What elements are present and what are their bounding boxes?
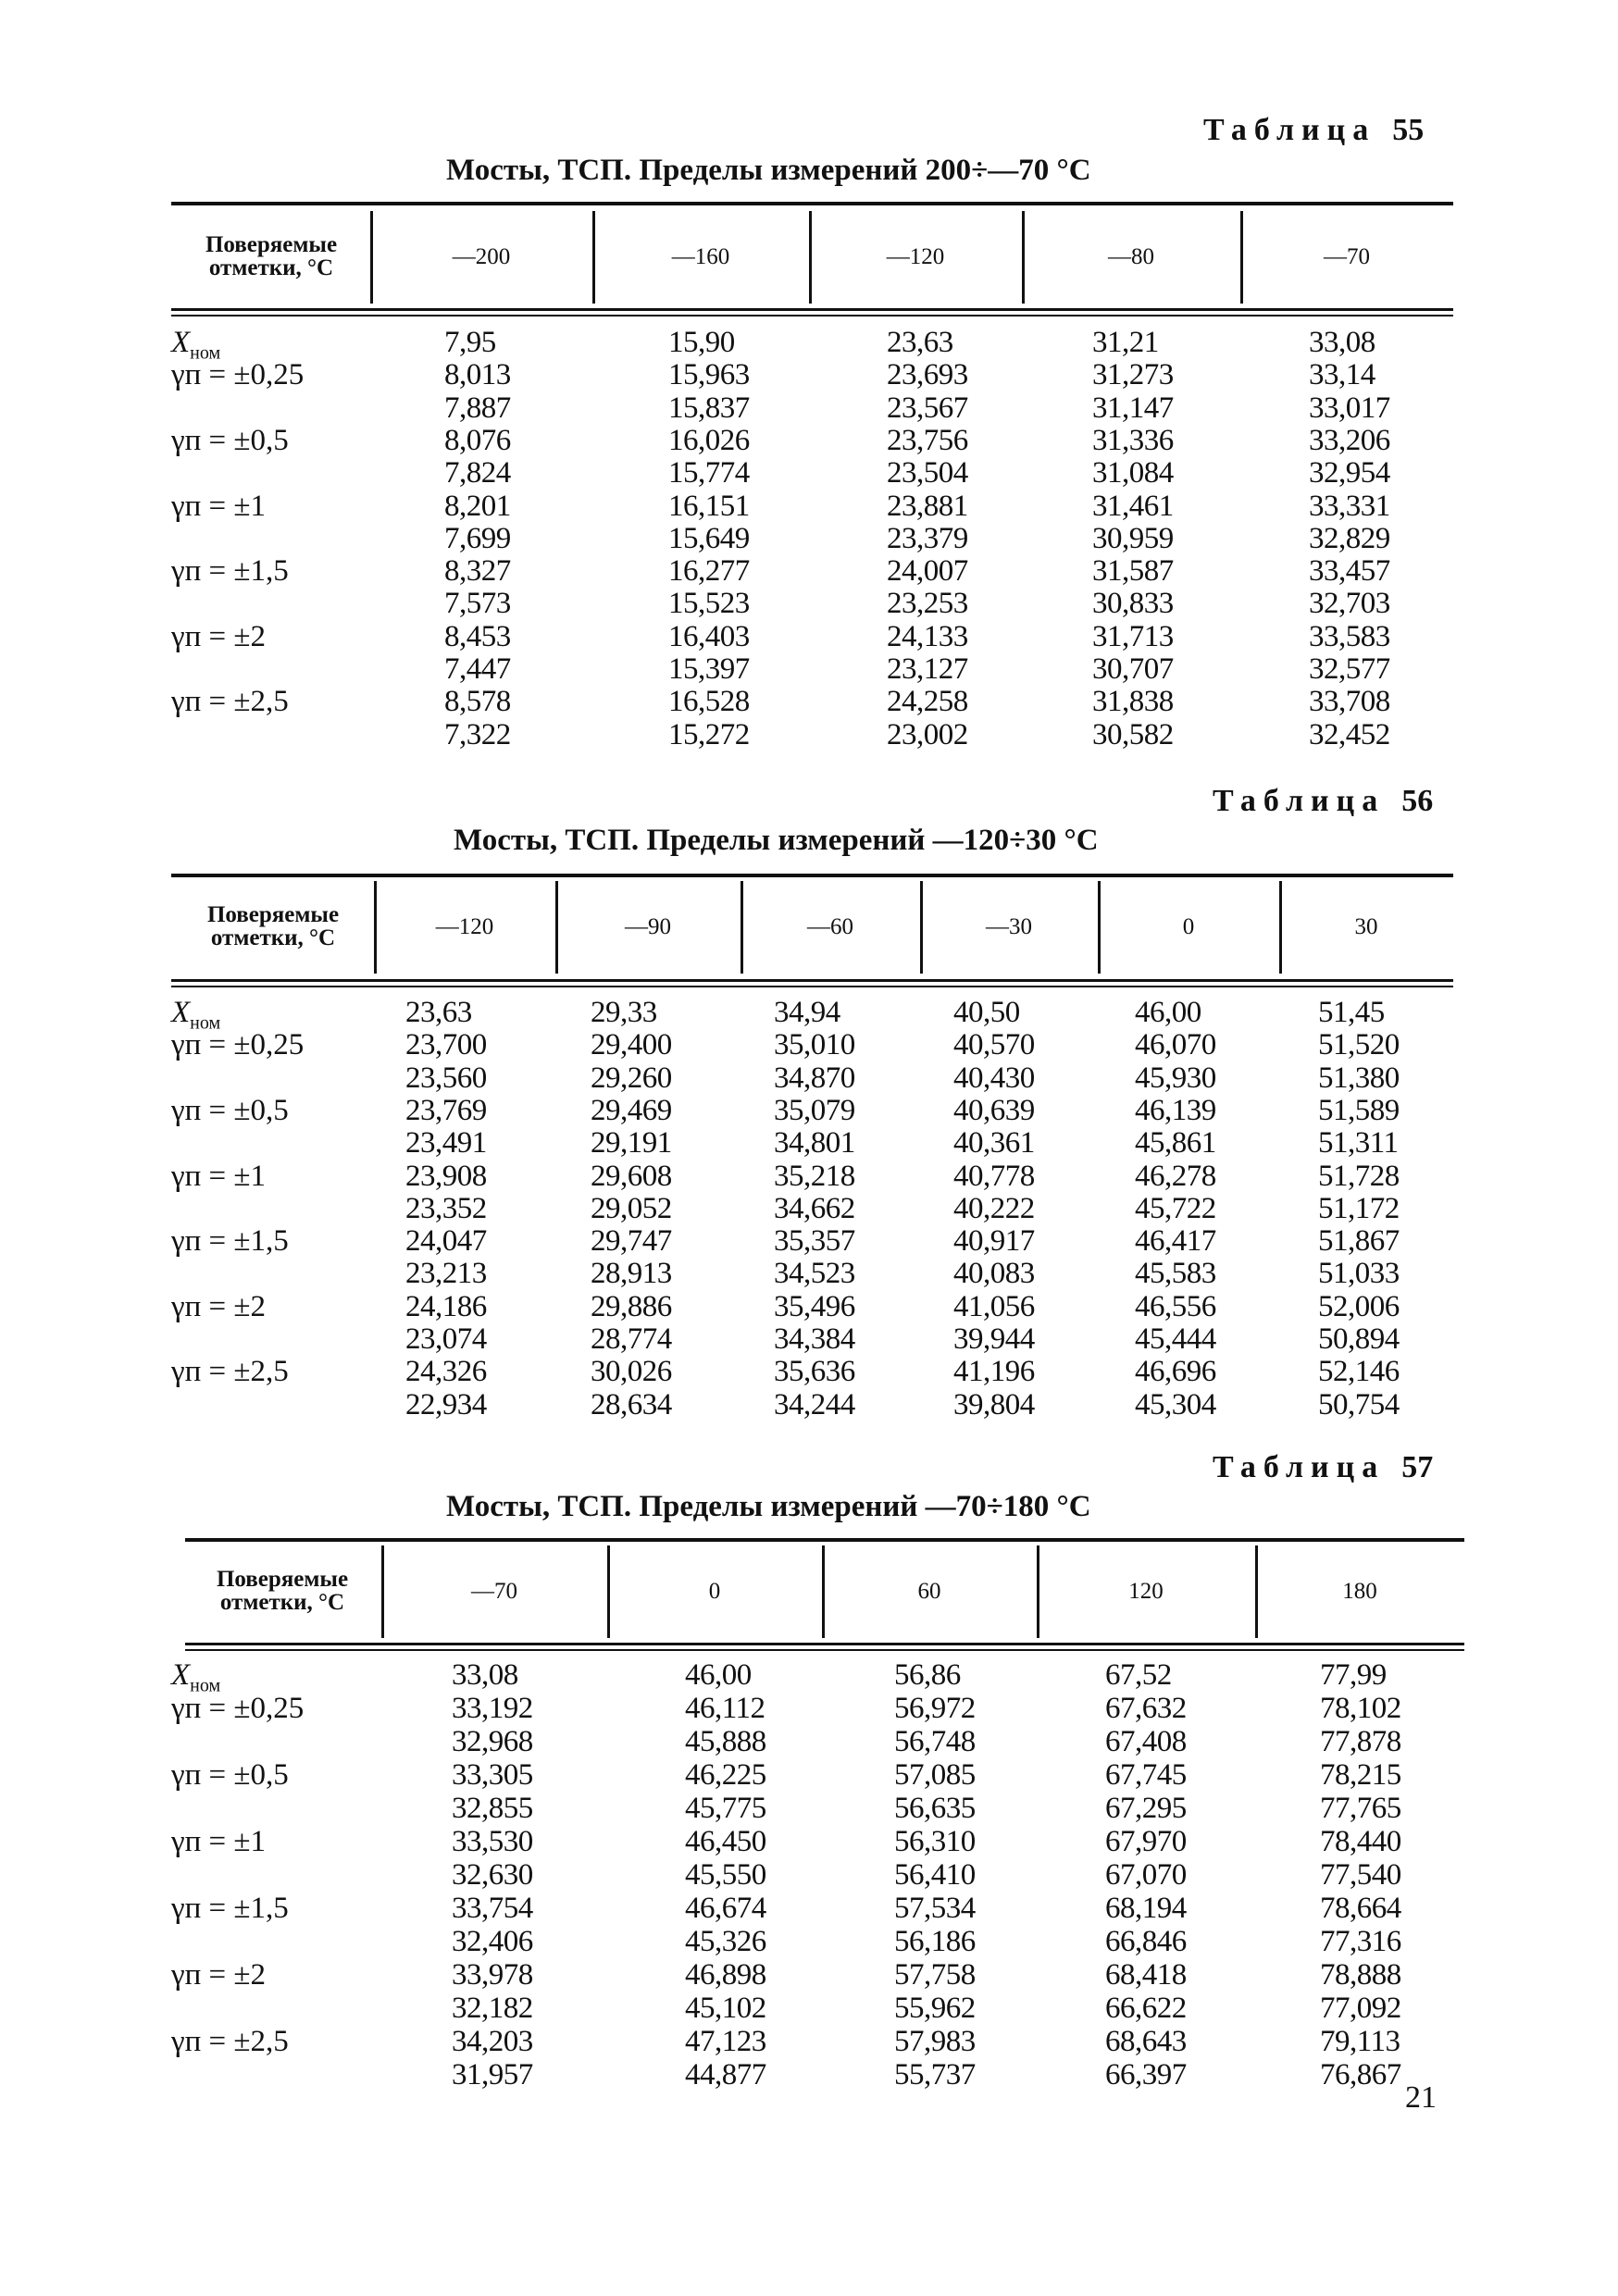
table-cell: 29,747	[591, 1224, 672, 1259]
table-cell: 8,327	[444, 554, 511, 589]
table-cell: 51,867	[1318, 1224, 1400, 1259]
table-cell: 23,253	[887, 587, 968, 621]
table-cell: 34,801	[774, 1126, 855, 1160]
table-cell: 46,112	[685, 1692, 765, 1725]
table-cell: 22,934	[405, 1387, 487, 1421]
table-cell: 33,583	[1309, 619, 1390, 653]
table-cell: 7,824	[444, 456, 511, 490]
table-title: Мосты, ТСП. Пределы измерений —70÷180 °С	[446, 1490, 1091, 1523]
table-cell: 67,632	[1105, 1692, 1187, 1725]
table-cell: 29,33	[591, 996, 657, 1029]
table-cell: 33,305	[452, 1758, 533, 1792]
table-cell: 40,778	[953, 1159, 1035, 1193]
row-label: γп = ±1	[171, 1825, 266, 1858]
table-cell: 32,182	[452, 1992, 533, 2025]
row-label: γп = ±1,5	[171, 1892, 289, 1925]
table-cell: 31,957	[452, 2058, 533, 2091]
table-cell: 30,026	[591, 1355, 672, 1389]
table-cell: 7,699	[444, 521, 511, 555]
table-cell: 15,397	[668, 652, 750, 686]
table-cell: 29,608	[591, 1159, 672, 1193]
table-cell: 23,560	[405, 1061, 487, 1095]
table-cell: 68,194	[1105, 1892, 1187, 1925]
row-label-symbol: X	[171, 1658, 191, 1692]
table-cell: 45,583	[1135, 1257, 1216, 1291]
table-cell: 32,577	[1309, 652, 1390, 686]
table-cell: 40,639	[953, 1093, 1035, 1127]
table-cell: 15,523	[668, 587, 750, 621]
table-cell: 33,978	[452, 1958, 533, 1992]
table-cell: 46,139	[1135, 1093, 1216, 1127]
table-cell: 67,408	[1105, 1725, 1187, 1758]
table-cell: 77,092	[1320, 1992, 1401, 2025]
table-cell: 35,357	[774, 1224, 855, 1259]
table-cell: 52,006	[1318, 1289, 1400, 1323]
table-cell: 76,867	[1320, 2058, 1401, 2091]
table-cell: 52,146	[1318, 1355, 1400, 1389]
table-cell: 46,00	[1135, 996, 1201, 1029]
table-cell: 24,133	[887, 619, 968, 653]
table-cell: 46,556	[1135, 1289, 1216, 1323]
table-cell: 78,664	[1320, 1892, 1401, 1925]
table-cell: 16,151	[668, 489, 750, 523]
table-cell: 33,14	[1309, 358, 1375, 392]
header-bottom-rule	[171, 979, 1453, 982]
table-cell: 34,94	[774, 996, 840, 1029]
row-label: γп = ±2	[171, 619, 266, 653]
table-cell: 32,829	[1309, 521, 1390, 555]
table-cell: 16,403	[668, 619, 750, 653]
table-cell: 30,959	[1092, 521, 1174, 555]
table-cell: 15,837	[668, 391, 750, 425]
table-cell: 23,379	[887, 521, 968, 555]
table-cell: 45,550	[685, 1858, 766, 1892]
table-cell: 46,696	[1135, 1355, 1216, 1389]
table-cell: 56,972	[894, 1692, 976, 1725]
table-cell: 7,887	[444, 391, 511, 425]
table-cell: 67,070	[1105, 1858, 1187, 1892]
table-top-rule	[171, 202, 1453, 205]
table-cell: 39,944	[953, 1322, 1035, 1356]
header-bottom-rule	[171, 315, 1453, 316]
row-label: γп = ±0,25	[171, 1692, 305, 1725]
column-header: —120	[886, 244, 945, 269]
page-number: 21	[1405, 2080, 1437, 2115]
table-cell: 67,970	[1105, 1825, 1187, 1858]
row-label: γп = ±2,5	[171, 685, 289, 719]
table-top-rule	[171, 874, 1453, 877]
table-cell: 46,450	[685, 1825, 766, 1858]
table-cell: 29,191	[591, 1126, 672, 1160]
table-cell: 51,380	[1318, 1061, 1400, 1095]
row-label: γп = ±2	[171, 1958, 266, 1992]
table-cell: 35,496	[774, 1289, 855, 1323]
table-cell: 51,172	[1318, 1191, 1400, 1225]
table-cell: 23,756	[887, 423, 968, 457]
table-cell: 15,90	[668, 326, 735, 359]
table-cell: 41,196	[953, 1355, 1035, 1389]
column-header: 0	[1182, 914, 1195, 939]
table-cell: 77,316	[1320, 1925, 1401, 1958]
table-cell: 31,336	[1092, 423, 1174, 457]
table-cell: 16,528	[668, 685, 750, 719]
table-cell: 56,186	[894, 1925, 976, 1958]
table-cell: 46,225	[685, 1758, 766, 1792]
table-cell: 15,649	[668, 521, 750, 555]
table-cell: 16,026	[668, 423, 750, 457]
table-cell: 23,504	[887, 456, 968, 490]
table-cell: 33,206	[1309, 423, 1390, 457]
table-cell: 45,326	[685, 1925, 766, 1958]
table-cell: 7,322	[444, 717, 511, 751]
table-number	[1203, 113, 1424, 148]
column-header: —30	[986, 914, 1032, 939]
table-cell: 29,260	[591, 1061, 672, 1095]
row-label: γп = ±1	[171, 489, 266, 523]
table-cell: 23,491	[405, 1126, 487, 1160]
table-cell: 31,713	[1092, 619, 1174, 653]
table-cell: 78,102	[1320, 1692, 1401, 1725]
table-cell: 33,457	[1309, 554, 1390, 589]
table-cell: 45,722	[1135, 1191, 1216, 1225]
table-cell: 29,052	[591, 1191, 672, 1225]
table-cell: 45,444	[1135, 1322, 1216, 1356]
table-cell: 45,102	[685, 1992, 766, 2025]
row-label: γп = ±1,5	[171, 1224, 289, 1259]
row-label-symbol: X	[171, 326, 191, 359]
table-cell: 33,08	[452, 1658, 518, 1692]
table-cell: 31,587	[1092, 554, 1174, 589]
table-cell: 15,774	[668, 456, 750, 490]
table-cell: 24,186	[405, 1289, 487, 1323]
table-cell: 23,908	[405, 1159, 487, 1193]
table-cell: 40,430	[953, 1061, 1035, 1095]
table-cell: 35,079	[774, 1093, 855, 1127]
table-cell: 23,693	[887, 358, 968, 392]
table-number-label: Таблица	[1213, 1450, 1386, 1484]
table-cell: 32,406	[452, 1925, 533, 1958]
table-cell: 31,147	[1092, 391, 1174, 425]
table-cell: 31,21	[1092, 326, 1159, 359]
table-cell: 40,50	[953, 996, 1020, 1029]
table-cell: 30,582	[1092, 717, 1174, 751]
table-cell: 55,737	[894, 2058, 976, 2091]
header-label-line: отметки, °С	[210, 925, 336, 950]
table-cell: 57,534	[894, 1892, 976, 1925]
table-cell: 51,520	[1318, 1028, 1400, 1062]
header-label	[178, 903, 368, 949]
header-label-line: Поверяемые	[216, 1567, 349, 1592]
column-header: —90	[625, 914, 671, 939]
table-cell: 23,881	[887, 489, 968, 523]
table-cell: 40,083	[953, 1257, 1035, 1291]
table-cell: 34,244	[774, 1387, 855, 1421]
table-cell: 34,523	[774, 1257, 855, 1291]
table-cell: 68,418	[1105, 1958, 1187, 1992]
table-cell: 45,304	[1135, 1387, 1216, 1421]
row-label: γп = ±0,5	[171, 1093, 289, 1127]
table-cell: 7,447	[444, 652, 511, 686]
table-cell: 33,754	[452, 1892, 533, 1925]
table-number-value: 57	[1401, 1450, 1434, 1484]
table-cell: 40,361	[953, 1126, 1035, 1160]
table-cell: 31,461	[1092, 489, 1174, 523]
row-label-subscript: ном	[190, 342, 221, 364]
column-header: 180	[1342, 1579, 1377, 1604]
table-cell: 46,417	[1135, 1224, 1216, 1259]
table-cell: 78,440	[1320, 1825, 1401, 1858]
table-number-label: Таблица	[1213, 784, 1386, 818]
header-label-line: отметки, °С	[208, 255, 334, 280]
table-cell: 23,63	[887, 326, 953, 359]
table-cell: 66,622	[1105, 1992, 1187, 2025]
table-cell: 56,86	[894, 1658, 961, 1692]
table-cell: 32,855	[452, 1792, 533, 1825]
table-cell: 8,201	[444, 489, 511, 523]
table-cell: 23,700	[405, 1028, 487, 1062]
header-bottom-rule	[185, 1643, 1464, 1645]
table-cell: 23,002	[887, 717, 968, 751]
table-cell: 40,222	[953, 1191, 1035, 1225]
table-cell: 68,643	[1105, 2025, 1187, 2058]
row-label: γп = ±2,5	[171, 1355, 289, 1389]
table-cell: 23,567	[887, 391, 968, 425]
row-label-symbol: X	[171, 996, 191, 1029]
row-label: γп = ±2	[171, 1289, 266, 1323]
table-cell: 77,878	[1320, 1725, 1401, 1758]
table-cell: 66,397	[1105, 2058, 1187, 2091]
column-header: —70	[1324, 244, 1370, 269]
table-number-value: 55	[1392, 113, 1425, 147]
column-header: —120	[435, 914, 494, 939]
table-cell: 35,010	[774, 1028, 855, 1062]
table-cell: 45,930	[1135, 1061, 1216, 1095]
table-cell: 46,070	[1135, 1028, 1216, 1062]
row-label: γп = ±1	[171, 1159, 266, 1193]
table-cell: 30,833	[1092, 587, 1174, 621]
table-cell: 8,076	[444, 423, 511, 457]
table-cell: 35,636	[774, 1355, 855, 1389]
table-cell: 56,748	[894, 1725, 976, 1758]
column-header: —70	[471, 1579, 517, 1604]
table-cell: 16,277	[668, 554, 750, 589]
column-header: —60	[807, 914, 853, 939]
table-cell: 50,894	[1318, 1322, 1400, 1356]
table-title: Мосты, ТСП. Пределы измерений 200÷—70 °С	[446, 154, 1091, 187]
table-cell: 24,258	[887, 685, 968, 719]
table-cell: 67,745	[1105, 1758, 1187, 1792]
table-cell: 51,45	[1318, 996, 1385, 1029]
table-cell: 67,295	[1105, 1792, 1187, 1825]
table-number	[1213, 1450, 1433, 1485]
table-cell: 15,272	[668, 717, 750, 751]
table-cell: 23,63	[405, 996, 472, 1029]
header-bottom-rule	[185, 1649, 1464, 1651]
table-cell: 29,400	[591, 1028, 672, 1062]
row-label: γп = ±2,5	[171, 2025, 289, 2058]
table-cell: 66,846	[1105, 1925, 1187, 1958]
table-cell: 32,703	[1309, 587, 1390, 621]
table-cell: 31,273	[1092, 358, 1174, 392]
row-label: γп = ±0,25	[171, 358, 305, 392]
table-cell: 41,056	[953, 1289, 1035, 1323]
table-cell: 45,888	[685, 1725, 766, 1758]
table-cell: 77,99	[1320, 1658, 1387, 1692]
table-cell: 23,127	[887, 652, 968, 686]
table-cell: 15,963	[668, 358, 750, 392]
table-cell: 45,775	[685, 1792, 766, 1825]
table-cell: 23,213	[405, 1257, 487, 1291]
row-label: γп = ±0,25	[171, 1028, 305, 1062]
column-header: 0	[708, 1579, 721, 1604]
table-cell: 8,013	[444, 358, 511, 392]
table-cell: 33,08	[1309, 326, 1375, 359]
table-cell: 24,007	[887, 554, 968, 589]
table-cell: 47,123	[685, 2025, 766, 2058]
row-label: γп = ±0,5	[171, 1758, 289, 1792]
column-header: —80	[1108, 244, 1154, 269]
table-cell: 46,278	[1135, 1159, 1216, 1193]
column-header: 30	[1354, 914, 1378, 939]
row-label: γп = ±1,5	[171, 554, 289, 589]
table-cell: 23,352	[405, 1191, 487, 1225]
table-cell: 55,962	[894, 1992, 976, 2025]
table-cell: 32,630	[452, 1858, 533, 1892]
table-cell: 31,084	[1092, 456, 1174, 490]
table-cell: 39,804	[953, 1387, 1035, 1421]
table-cell: 40,917	[953, 1224, 1035, 1259]
table-cell: 46,898	[685, 1958, 766, 1992]
table-cell: 33,192	[452, 1692, 533, 1725]
table-cell: 46,00	[685, 1658, 752, 1692]
table-number	[1213, 784, 1433, 819]
table-cell: 34,384	[774, 1322, 855, 1356]
table-cell: 56,410	[894, 1858, 976, 1892]
table-number-label: Таблица	[1203, 113, 1376, 147]
table-cell: 32,452	[1309, 717, 1390, 751]
table-cell: 40,570	[953, 1028, 1035, 1062]
table-cell: 29,886	[591, 1289, 672, 1323]
header-label-line: Поверяемые	[205, 232, 338, 257]
table-cell: 8,453	[444, 619, 511, 653]
table-cell: 31,838	[1092, 685, 1174, 719]
table-cell: 24,326	[405, 1355, 487, 1389]
table-cell: 77,765	[1320, 1792, 1401, 1825]
table-cell: 57,983	[894, 2025, 976, 2058]
header-bottom-rule	[171, 986, 1453, 987]
row-label: γп = ±0,5	[171, 423, 289, 457]
table-cell: 34,203	[452, 2025, 533, 2058]
table-cell: 28,913	[591, 1257, 672, 1291]
table-cell: 28,774	[591, 1322, 672, 1356]
table-cell: 56,635	[894, 1792, 976, 1825]
table-cell: 32,954	[1309, 456, 1390, 490]
table-cell: 23,769	[405, 1093, 487, 1127]
table-cell: 7,95	[444, 326, 496, 359]
table-cell: 50,754	[1318, 1387, 1400, 1421]
column-header: 60	[917, 1579, 941, 1604]
table-top-rule	[185, 1538, 1464, 1542]
table-cell: 23,074	[405, 1322, 487, 1356]
table-cell: 33,017	[1309, 391, 1390, 425]
table-cell: 79,113	[1320, 2025, 1400, 2058]
header-label-line: отметки, °С	[219, 1590, 345, 1615]
table-cell: 34,870	[774, 1061, 855, 1095]
table-cell: 77,540	[1320, 1858, 1401, 1892]
table-title: Мосты, ТСП. Пределы измерений —120÷30 °С	[454, 824, 1099, 857]
table-cell: 30,707	[1092, 652, 1174, 686]
header-label-line: Поверяемые	[206, 902, 340, 927]
table-cell: 34,662	[774, 1191, 855, 1225]
table-cell: 32,968	[452, 1725, 533, 1758]
header-label	[187, 1568, 378, 1614]
row-label-subscript: ном	[190, 1012, 221, 1034]
column-header: —200	[452, 244, 511, 269]
table-cell: 29,469	[591, 1093, 672, 1127]
table-cell: 33,708	[1309, 685, 1390, 719]
table-cell: 51,033	[1318, 1257, 1400, 1291]
table-cell: 51,589	[1318, 1093, 1400, 1127]
table-cell: 78,888	[1320, 1958, 1401, 1992]
table-cell: 28,634	[591, 1387, 672, 1421]
table-cell: 44,877	[685, 2058, 766, 2091]
table-cell: 57,758	[894, 1958, 976, 1992]
table-cell: 51,311	[1318, 1126, 1399, 1160]
header-label	[176, 233, 367, 279]
table-cell: 78,215	[1320, 1758, 1401, 1792]
table-cell: 57,085	[894, 1758, 976, 1792]
column-header: 120	[1128, 1579, 1164, 1604]
table-cell: 33,331	[1309, 489, 1390, 523]
table-number-value: 56	[1401, 784, 1434, 818]
table-cell: 7,573	[444, 587, 511, 621]
header-bottom-rule	[171, 308, 1453, 311]
table-cell: 35,218	[774, 1159, 855, 1193]
table-cell: 45,861	[1135, 1126, 1216, 1160]
table-cell: 67,52	[1105, 1658, 1172, 1692]
table-cell: 51,728	[1318, 1159, 1400, 1193]
row-label-subscript: ном	[190, 1675, 221, 1696]
table-cell: 8,578	[444, 685, 511, 719]
table-cell: 33,530	[452, 1825, 533, 1858]
table-cell: 24,047	[405, 1224, 487, 1259]
table-cell: 56,310	[894, 1825, 976, 1858]
column-header: —160	[671, 244, 730, 269]
table-cell: 46,674	[685, 1892, 766, 1925]
